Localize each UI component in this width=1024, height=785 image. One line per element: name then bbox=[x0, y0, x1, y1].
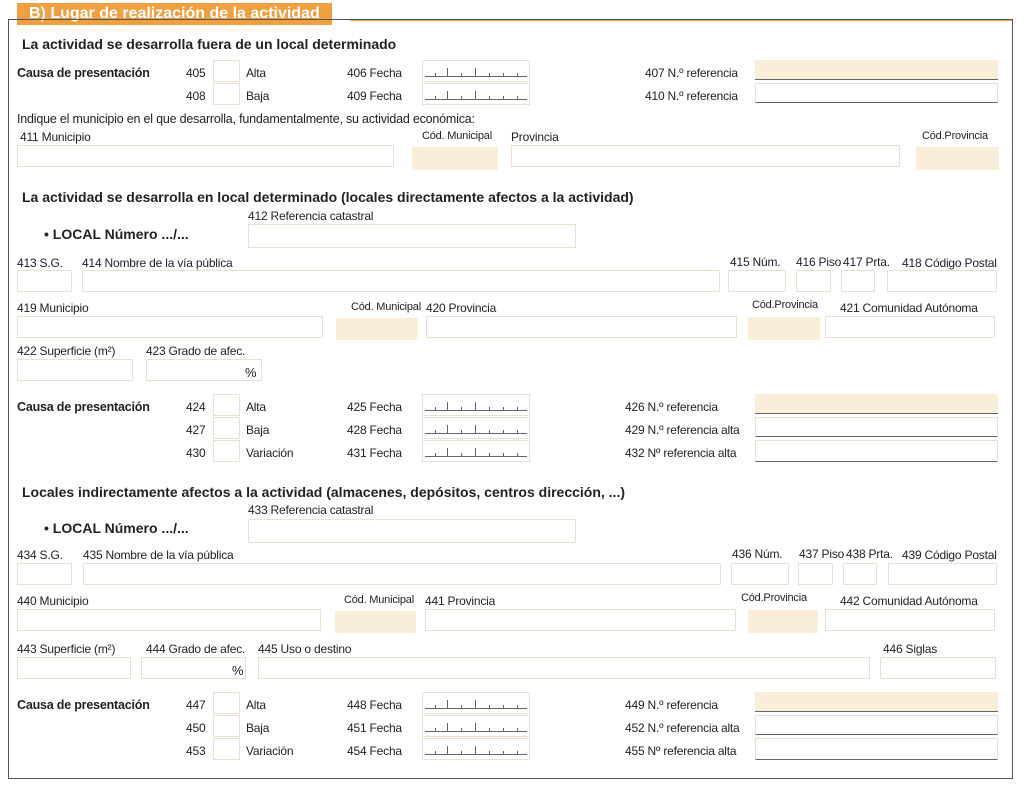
label-ref-452: 452 N.º referencia alta bbox=[625, 721, 740, 735]
label-cod-provincia-2: Cód.Provincia bbox=[752, 299, 818, 311]
date-tick bbox=[517, 407, 518, 411]
municipio-field-440[interactable] bbox=[17, 609, 321, 631]
date-baseline bbox=[425, 410, 527, 411]
code-408: 408 bbox=[186, 89, 206, 103]
label-superficie-443: 443 Superficie (m²) bbox=[17, 642, 116, 656]
prta-field-438[interactable] bbox=[843, 563, 877, 585]
date-tick bbox=[447, 68, 448, 77]
provincia-field-441[interactable] bbox=[425, 609, 736, 631]
date-tick bbox=[461, 430, 462, 434]
date-tick bbox=[503, 407, 504, 411]
date-field-406[interactable] bbox=[422, 60, 530, 82]
label-ref-410: 410 N.º referencia bbox=[645, 89, 738, 103]
label-baja: Baja bbox=[246, 89, 270, 103]
grado-field-444[interactable] bbox=[141, 657, 246, 679]
date-tick bbox=[475, 700, 476, 709]
via-field-435[interactable] bbox=[83, 563, 721, 585]
date-tick bbox=[447, 700, 448, 709]
via-field-414[interactable] bbox=[82, 270, 720, 292]
label-alta: Alta bbox=[246, 66, 266, 80]
label-ccaa-421: 421 Comunidad Autónoma bbox=[840, 301, 978, 315]
date-tick bbox=[475, 723, 476, 732]
ref-field-426[interactable] bbox=[755, 394, 998, 414]
date-tick bbox=[435, 430, 436, 434]
date-tick bbox=[475, 402, 476, 411]
date-baseline bbox=[425, 433, 527, 434]
municipio-field-419[interactable] bbox=[17, 316, 323, 338]
date-tick bbox=[489, 751, 490, 755]
code-430: 430 bbox=[186, 446, 206, 460]
ref-field-432[interactable] bbox=[755, 440, 998, 462]
date-tick bbox=[517, 96, 518, 100]
date-baseline bbox=[425, 456, 527, 457]
label-superficie-422: 422 Superficie (m²) bbox=[17, 344, 116, 358]
label-sg-434: 434 S.G. bbox=[17, 548, 63, 562]
prta-field-417[interactable] bbox=[841, 270, 875, 292]
date-field-448[interactable] bbox=[422, 692, 530, 714]
date-tick bbox=[503, 96, 504, 100]
sg-field-434[interactable] bbox=[17, 563, 72, 585]
date-field-425[interactable] bbox=[422, 394, 530, 416]
checkbox-alta[interactable] bbox=[213, 60, 240, 82]
causa-label-2: Causa de presentación bbox=[17, 400, 150, 414]
piso-field-437[interactable] bbox=[798, 563, 833, 585]
cod-municipal-field[interactable] bbox=[412, 147, 498, 170]
date-tick bbox=[447, 448, 448, 457]
date-field-431[interactable] bbox=[422, 440, 530, 462]
checkbox-baja-3[interactable] bbox=[213, 715, 240, 737]
ref-field-429[interactable] bbox=[755, 417, 998, 437]
date-tick bbox=[435, 751, 436, 755]
date-field-409[interactable] bbox=[422, 83, 530, 105]
causa-label: Causa de presentación bbox=[17, 66, 150, 80]
cod-municipal-field-2[interactable] bbox=[336, 318, 418, 340]
cod-provincia-field-2[interactable] bbox=[748, 317, 820, 340]
label-fecha-448: 448 Fecha bbox=[347, 698, 402, 712]
label-num-415: 415 Núm. bbox=[730, 255, 781, 269]
provincia-field[interactable] bbox=[511, 145, 900, 167]
ref-field-407[interactable] bbox=[755, 60, 998, 80]
label-variacion: Variación bbox=[246, 446, 294, 460]
ref-field-455[interactable] bbox=[755, 738, 998, 760]
local-number-label: LOCAL Número .../... bbox=[52, 226, 189, 242]
date-tick bbox=[435, 705, 436, 709]
date-tick bbox=[435, 728, 436, 732]
date-tick bbox=[475, 448, 476, 457]
cod-provincia-field-3[interactable] bbox=[748, 610, 818, 633]
block2-heading: La actividad se desarrolla en local determinado (locales directamente afectos a la actividad) bbox=[22, 189, 634, 205]
date-baseline bbox=[425, 76, 527, 77]
label-fecha-428: 428 Fecha bbox=[347, 423, 402, 437]
label-variacion-3: Variación bbox=[246, 744, 294, 758]
label-ref-407: 407 N.º referencia bbox=[645, 66, 738, 80]
label-municipio-411: 411 Municipio bbox=[20, 130, 91, 144]
causa-label-3: Causa de presentación bbox=[17, 698, 150, 712]
label-baja-2: Baja bbox=[246, 423, 270, 437]
date-tick bbox=[461, 728, 462, 732]
label-alta-2: Alta bbox=[246, 400, 266, 414]
ref-catastral-field-412[interactable] bbox=[248, 224, 576, 248]
ref-field-449[interactable] bbox=[755, 692, 998, 712]
uso-field-445[interactable] bbox=[258, 657, 870, 679]
code-405: 405 bbox=[186, 66, 206, 80]
label-cp-439: 439 Código Postal bbox=[902, 548, 997, 562]
date-tick bbox=[447, 723, 448, 732]
date-tick bbox=[503, 751, 504, 755]
date-baseline bbox=[425, 99, 527, 100]
date-tick bbox=[517, 430, 518, 434]
label-ref-catastral-412: 412 Referencia catastral bbox=[248, 209, 374, 223]
date-tick bbox=[517, 705, 518, 709]
pct-sign-423: % bbox=[245, 365, 257, 380]
label-provincia-420: 420 Provincia bbox=[426, 301, 497, 315]
code-424: 424 bbox=[186, 400, 206, 414]
checkbox-baja[interactable] bbox=[213, 83, 240, 105]
num-field-415[interactable] bbox=[728, 270, 786, 292]
cp-field-418[interactable] bbox=[887, 270, 997, 292]
local-number-2: • LOCAL Número .../... bbox=[44, 520, 189, 536]
siglas-field-446[interactable] bbox=[880, 657, 996, 679]
checkbox-alta-2[interactable] bbox=[213, 394, 240, 416]
label-via-435: 435 Nombre de la vía pública bbox=[83, 548, 234, 562]
date-tick bbox=[503, 73, 504, 77]
date-tick bbox=[461, 705, 462, 709]
block3-heading: Locales indirectamente afectos a la actividad (almacenes, depósitos, centros dirección, ...) bbox=[22, 484, 625, 500]
code-447: 447 bbox=[186, 698, 206, 712]
label-fecha-454: 454 Fecha bbox=[347, 744, 402, 758]
superficie-field-422[interactable] bbox=[17, 359, 133, 381]
label-uso-445: 445 Uso o destino bbox=[258, 642, 352, 656]
code-453: 453 bbox=[186, 744, 206, 758]
date-tick bbox=[461, 407, 462, 411]
label-cp-418: 418 Código Postal bbox=[902, 256, 997, 270]
date-tick bbox=[489, 407, 490, 411]
label-prta-417: 417 Prta. bbox=[843, 255, 890, 269]
label-grado-423: 423 Grado de afec. bbox=[146, 344, 246, 358]
date-tick bbox=[517, 751, 518, 755]
municipio-field-411[interactable] bbox=[17, 145, 394, 167]
superficie-field-443[interactable] bbox=[17, 657, 131, 679]
date-tick bbox=[517, 453, 518, 457]
local-number-label-2: LOCAL Número .../... bbox=[52, 520, 189, 536]
label-municipio-419: 419 Municipio bbox=[17, 301, 89, 315]
label-ref-429: 429 N.º referencia alta bbox=[625, 423, 740, 437]
label-fecha-409: 409 Fecha bbox=[347, 89, 402, 103]
date-tick bbox=[461, 453, 462, 457]
date-field-428[interactable] bbox=[422, 417, 530, 439]
label-fecha-425: 425 Fecha bbox=[347, 400, 402, 414]
date-tick bbox=[503, 705, 504, 709]
label-alta-3: Alta bbox=[246, 698, 266, 712]
date-baseline bbox=[425, 708, 527, 709]
label-ref-426: 426 N.º referencia bbox=[625, 400, 718, 414]
cod-provincia-field[interactable] bbox=[916, 147, 999, 170]
label-siglas-446: 446 Siglas bbox=[883, 642, 938, 656]
date-tick bbox=[489, 430, 490, 434]
pct-sign-444: % bbox=[232, 663, 244, 678]
date-tick bbox=[517, 73, 518, 77]
num-field-436[interactable] bbox=[731, 563, 789, 585]
label-fecha-431: 431 Fecha bbox=[347, 446, 402, 460]
date-tick bbox=[489, 73, 490, 77]
label-ref-449: 449 N.º referencia bbox=[625, 698, 718, 712]
date-tick bbox=[435, 453, 436, 457]
date-tick bbox=[435, 73, 436, 77]
label-provincia: Provincia bbox=[511, 130, 559, 144]
checkbox-variacion-3[interactable] bbox=[213, 738, 240, 760]
label-fecha-451: 451 Fecha bbox=[347, 721, 402, 735]
date-tick bbox=[489, 96, 490, 100]
local-number: • LOCAL Número .../... bbox=[44, 226, 189, 242]
date-tick bbox=[489, 453, 490, 457]
label-provincia-441: 441 Provincia bbox=[425, 594, 496, 608]
checkbox-variacion[interactable] bbox=[213, 440, 240, 462]
label-ref-455: 455 Nº referencia alta bbox=[625, 744, 737, 758]
date-tick bbox=[503, 430, 504, 434]
date-baseline bbox=[425, 754, 527, 755]
date-tick bbox=[447, 425, 448, 434]
date-field-454[interactable] bbox=[422, 738, 530, 760]
date-tick bbox=[489, 705, 490, 709]
label-baja-3: Baja bbox=[246, 721, 270, 735]
label-cod-provincia: Cód.Provincia bbox=[922, 130, 988, 142]
ccaa-field-421[interactable] bbox=[825, 316, 995, 338]
date-tick bbox=[503, 453, 504, 457]
section-title: B) Lugar de realización de la actividad bbox=[17, 3, 332, 25]
date-tick bbox=[435, 407, 436, 411]
checkbox-baja-2[interactable] bbox=[213, 417, 240, 439]
label-grado-444: 444 Grado de afec. bbox=[146, 642, 246, 656]
date-tick bbox=[447, 746, 448, 755]
label-cod-provincia-3: Cód.Provincia bbox=[741, 592, 807, 604]
date-tick bbox=[447, 402, 448, 411]
ccaa-field-442[interactable] bbox=[825, 609, 995, 631]
code-450: 450 bbox=[186, 721, 206, 735]
date-tick bbox=[461, 96, 462, 100]
label-prta-438: 438 Prta. bbox=[846, 547, 893, 561]
date-baseline bbox=[425, 731, 527, 732]
date-tick bbox=[475, 746, 476, 755]
ref-field-452[interactable] bbox=[755, 715, 998, 735]
ref-field-410[interactable] bbox=[755, 83, 998, 103]
indique-text: Indique el municipio en el que desarrolla, fundamentalmente, su actividad económica: bbox=[17, 112, 475, 126]
label-piso-416: 416 Piso bbox=[796, 255, 842, 269]
provincia-field-420[interactable] bbox=[426, 316, 737, 338]
cp-field-439[interactable] bbox=[888, 563, 997, 585]
label-via-414: 414 Nombre de la vía pública bbox=[82, 256, 233, 270]
label-municipio-440: 440 Municipio bbox=[17, 594, 89, 608]
label-num-436: 436 Núm. bbox=[732, 547, 783, 561]
checkbox-alta-3[interactable] bbox=[213, 692, 240, 714]
date-field-451[interactable] bbox=[422, 715, 530, 737]
code-427: 427 bbox=[186, 423, 206, 437]
date-tick bbox=[447, 91, 448, 100]
date-tick bbox=[461, 751, 462, 755]
label-sg-413: 413 S.G. bbox=[17, 256, 63, 270]
block1-heading: La actividad se desarrolla fuera de un local determinado bbox=[22, 36, 397, 52]
date-tick bbox=[517, 728, 518, 732]
label-ref-catastral-433: 433 Referencia catastral bbox=[248, 503, 374, 517]
label-ref-432: 432 Nº referencia alta bbox=[625, 446, 737, 460]
ref-catastral-field-433[interactable] bbox=[248, 519, 576, 543]
label-cod-municipal-2: Cód. Municipal bbox=[351, 301, 421, 313]
label-cod-municipal-3: Cód. Municipal bbox=[344, 594, 414, 606]
cod-municipal-field-3[interactable] bbox=[335, 611, 416, 633]
date-tick bbox=[503, 728, 504, 732]
date-tick bbox=[475, 68, 476, 77]
label-cod-municipal: Cód. Municipal bbox=[422, 130, 492, 142]
piso-field-416[interactable] bbox=[796, 270, 831, 292]
date-tick bbox=[475, 425, 476, 434]
date-tick bbox=[489, 728, 490, 732]
label-ccaa-442: 442 Comunidad Autónoma bbox=[840, 594, 978, 608]
date-tick bbox=[461, 73, 462, 77]
label-piso-437: 437 Piso bbox=[799, 547, 845, 561]
sg-field-413[interactable] bbox=[17, 270, 72, 292]
date-tick bbox=[435, 96, 436, 100]
date-tick bbox=[475, 91, 476, 100]
label-fecha-406: 406 Fecha bbox=[347, 66, 402, 80]
